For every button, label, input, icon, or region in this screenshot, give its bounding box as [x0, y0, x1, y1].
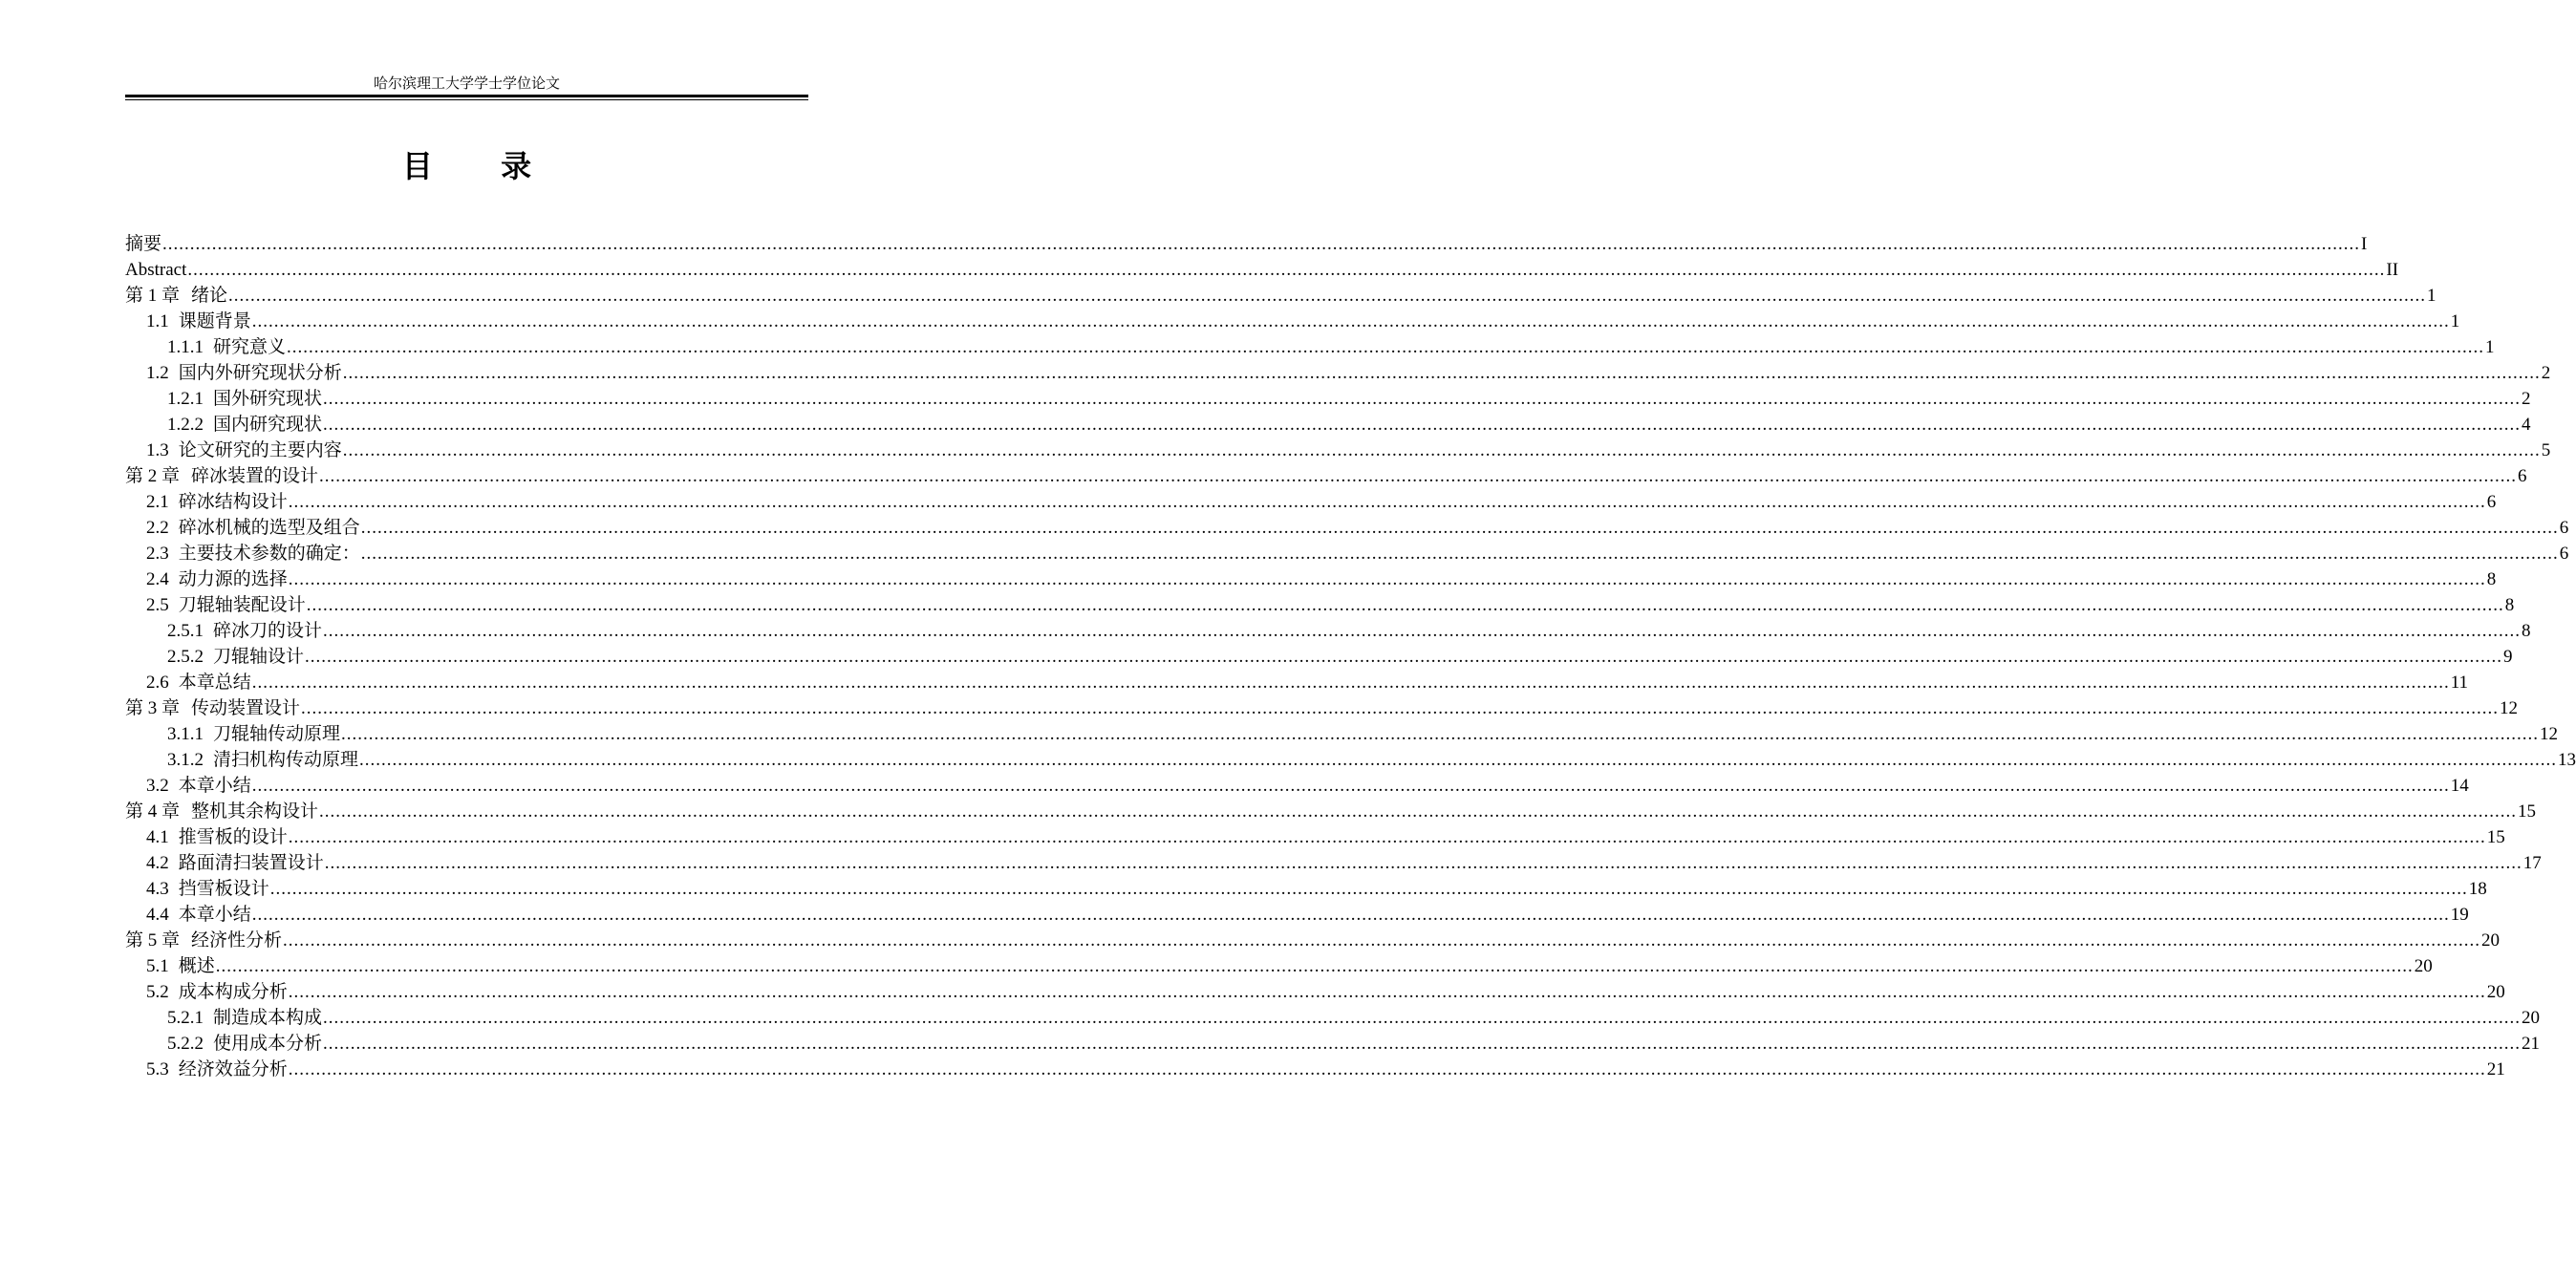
- toc-entry-page: 1: [2450, 311, 2460, 331]
- toc-entry-label: 国内研究现状: [213, 415, 323, 435]
- toc-entry-number: 1.2.1: [167, 389, 204, 409]
- toc-dot-leader: ................................................................................................................................................................................................................................................................................................................................................................................................................: [342, 440, 2541, 460]
- toc-dot-leader: ................................................................................................................................................................................................................................................................................................................................................................................................................: [187, 260, 2386, 280]
- toc-dot-leader: ................................................................................................................................................................................................................................................................................................................................................................................................................: [306, 595, 2504, 615]
- toc-entry[interactable]: [125, 463, 2527, 489]
- toc-entry-label: 刀辊轴设计: [213, 647, 305, 667]
- toc-entry-number: 5.2.1: [167, 1008, 204, 1028]
- page-header: 哈尔滨理工大学学士学位论文: [373, 76, 560, 92]
- toc-dot-leader: ................................................................................................................................................................................................................................................................................................................................................................................................................: [319, 466, 2518, 486]
- toc-entry-number: 2.5: [146, 595, 169, 615]
- toc-entry-page: 8: [2504, 595, 2515, 615]
- toc-dot-leader: ................................................................................................................................................................................................................................................................................................................................................................................................................: [305, 647, 2503, 667]
- toc-entry-page: 12: [2540, 724, 2559, 744]
- toc-entry-number: 5.1: [146, 956, 169, 976]
- toc-entry-number: 1.1: [146, 311, 169, 331]
- toc-entry-number: 4.4: [146, 905, 169, 925]
- toc-entry-page: 15: [2486, 827, 2505, 847]
- toc-dot-leader: ................................................................................................................................................................................................................................................................................................................................................................................................................: [215, 956, 2414, 976]
- toc-entry-page: 18: [2468, 879, 2487, 899]
- toc-entry-page: 2: [2541, 363, 2551, 383]
- toc-dot-leader: ................................................................................................................................................................................................................................................................................................................................................................................................................: [288, 827, 2486, 847]
- toc-entry-page: 1: [2485, 337, 2495, 357]
- toc-entry-label: 本章小结: [178, 776, 251, 796]
- toc-entry-page: 6: [2559, 518, 2569, 538]
- toc-entry-number: 1.2: [146, 363, 169, 383]
- toc-entry[interactable]: [125, 541, 2569, 566]
- toc-entry-number: 4.2: [146, 853, 169, 873]
- toc-entry-page: 6: [2559, 544, 2569, 564]
- toc-entry[interactable]: [125, 644, 2513, 670]
- toc-entry[interactable]: [125, 1005, 2541, 1031]
- toc-entry-label: 清扫机构传动原理: [213, 750, 359, 770]
- toc-entry-label: Abstract: [125, 260, 187, 280]
- toc-entry-number: 2.2: [146, 518, 169, 538]
- toc-entry-number: 3.2: [146, 776, 169, 796]
- toc-entry-page: 19: [2450, 905, 2469, 925]
- toc-entry-page: 5: [2541, 440, 2551, 460]
- toc-entry-label: 推雪板的设计: [178, 827, 288, 847]
- toc-entry-label: 经济效益分析: [178, 1059, 288, 1079]
- toc-entry-label: 国外研究现状: [213, 389, 323, 409]
- toc-entry-page: 11: [2450, 673, 2469, 693]
- toc-dot-leader: ................................................................................................................................................................................................................................................................................................................................................................................................................: [269, 879, 2468, 899]
- toc-entry-page: 20: [2414, 956, 2433, 976]
- toc-entry-page: I: [2361, 234, 2368, 254]
- toc-entry-number: 第 3 章: [125, 698, 181, 718]
- toc-entry[interactable]: [125, 773, 2469, 799]
- toc-entry-number: 第 2 章: [125, 466, 181, 486]
- toc-dot-leader: ................................................................................................................................................................................................................................................................................................................................................................................................................: [324, 853, 2522, 873]
- toc-entry-label: 使用成本分析: [213, 1034, 323, 1054]
- toc-entry-number: 1.2.2: [167, 415, 204, 435]
- toc-entry-page: 15: [2518, 801, 2537, 822]
- toc-entry-number: 2.6: [146, 673, 169, 693]
- toc-entry-number: 2.1: [146, 492, 169, 512]
- toc-entry-number: 5.3: [146, 1059, 169, 1079]
- toc-entry-page: II: [2386, 260, 2399, 280]
- toc-dot-leader: ................................................................................................................................................................................................................................................................................................................................................................................................................: [283, 930, 2481, 951]
- toc-entry[interactable]: [125, 386, 2531, 412]
- toc-dot-leader: ................................................................................................................................................................................................................................................................................................................................................................................................................: [323, 621, 2522, 641]
- toc-entry[interactable]: [125, 1031, 2541, 1057]
- toc-dot-leader: ................................................................................................................................................................................................................................................................................................................................................................................................................: [323, 1008, 2522, 1028]
- toc-entry-label: 论文研究的主要内容: [178, 440, 342, 460]
- toc-entry-number: 5.2.2: [167, 1034, 204, 1054]
- toc-entry-label: 本章总结: [178, 673, 251, 693]
- toc-entry[interactable]: [125, 928, 2501, 953]
- toc-entry-number: 2.3: [146, 544, 169, 564]
- toc-dot-leader: ................................................................................................................................................................................................................................................................................................................................................................................................................: [251, 673, 2450, 693]
- toc-entry-label: 碎冰机械的选型及组合: [178, 518, 360, 538]
- toc-entry[interactable]: [125, 799, 2537, 824]
- toc-entry-page: 4: [2522, 415, 2531, 435]
- toc-entry-number: 2.5.2: [167, 647, 204, 667]
- toc-dot-leader: ................................................................................................................................................................................................................................................................................................................................................................................................................: [251, 311, 2450, 331]
- toc-entry-label: 摘要: [125, 234, 162, 254]
- toc-entry-label: 刀辊轴传动原理: [213, 724, 341, 744]
- toc-entry[interactable]: [125, 850, 2542, 876]
- toc-entry-label: 刀辊轴装配设计: [178, 595, 306, 615]
- toc-dot-leader: ................................................................................................................................................................................................................................................................................................................................................................................................................: [251, 776, 2450, 796]
- toc-entry[interactable]: [125, 515, 2569, 541]
- toc-entry[interactable]: [125, 438, 2551, 463]
- toc-entry-number: 第 1 章: [125, 286, 181, 306]
- toc-dot-leader: ................................................................................................................................................................................................................................................................................................................................................................................................................: [228, 286, 2427, 306]
- toc-entry[interactable]: [125, 979, 2505, 1005]
- toc-entry-page: 13: [2558, 750, 2576, 770]
- toc-entry-page: 14: [2450, 776, 2469, 796]
- toc-dot-leader: ................................................................................................................................................................................................................................................................................................................................................................................................................: [288, 569, 2486, 589]
- toc-entry[interactable]: [125, 953, 2433, 979]
- toc-dot-leader: ................................................................................................................................................................................................................................................................................................................................................................................................................: [323, 415, 2522, 435]
- toc-entry-number: 2.5.1: [167, 621, 204, 641]
- toc-dot-leader: ................................................................................................................................................................................................................................................................................................................................................................................................................: [288, 492, 2486, 512]
- toc-dot-leader: ................................................................................................................................................................................................................................................................................................................................................................................................................: [162, 234, 2361, 254]
- toc-entry-number: 4.3: [146, 879, 169, 899]
- toc-dot-leader: ................................................................................................................................................................................................................................................................................................................................................................................................................: [341, 724, 2540, 744]
- toc-entry[interactable]: [125, 566, 2497, 592]
- toc-entry-label: 绪论: [191, 286, 228, 306]
- toc-entry[interactable]: [125, 231, 2368, 257]
- toc-entry-page: 9: [2503, 647, 2513, 667]
- toc-entry-page: 21: [2486, 1059, 2505, 1079]
- toc-entry-label: 课题背景: [178, 311, 251, 331]
- toc-entry-number: 第 4 章: [125, 801, 181, 822]
- toc-entry[interactable]: [125, 721, 2559, 747]
- toc-dot-leader: ................................................................................................................................................................................................................................................................................................................................................................................................................: [323, 1034, 2522, 1054]
- toc-entry[interactable]: [125, 489, 2497, 515]
- toc-dot-leader: ................................................................................................................................................................................................................................................................................................................................................................................................................: [323, 389, 2522, 409]
- toc-entry-page: 8: [2522, 621, 2531, 641]
- toc-entry[interactable]: [125, 747, 2576, 773]
- toc-entry-label: 主要技术参数的确定：: [178, 544, 360, 564]
- toc-entry-page: 21: [2522, 1034, 2541, 1054]
- toc-entry-number: 第 5 章: [125, 930, 181, 951]
- toc-entry[interactable]: [125, 695, 2519, 721]
- toc-dot-leader: ................................................................................................................................................................................................................................................................................................................................................................................................................: [287, 337, 2485, 357]
- toc-entry[interactable]: [125, 283, 2436, 309]
- toc-entry[interactable]: [125, 670, 2469, 695]
- toc-entry-label: 经济性分析: [191, 930, 283, 951]
- toc-entry-page: 8: [2486, 569, 2497, 589]
- toc-entry[interactable]: [125, 824, 2505, 850]
- toc-entry-page: 6: [2518, 466, 2527, 486]
- toc-dot-leader: ................................................................................................................................................................................................................................................................................................................................................................................................................: [342, 363, 2541, 383]
- toc-entry[interactable]: [125, 1057, 2505, 1082]
- toc-entry[interactable]: [125, 412, 2531, 438]
- toc-entry-number: 1.3: [146, 440, 169, 460]
- toc-entry-number: 1.1.1: [167, 337, 204, 357]
- toc-entry-number: 2.4: [146, 569, 169, 589]
- toc-dot-leader: ................................................................................................................................................................................................................................................................................................................................................................................................................: [359, 750, 2558, 770]
- toc-entry-page: 20: [2486, 982, 2505, 1002]
- toc-entry[interactable]: [125, 309, 2460, 334]
- toc-entry-label: 碎冰结构设计: [178, 492, 288, 512]
- toc-dot-leader: ................................................................................................................................................................................................................................................................................................................................................................................................................: [301, 698, 2500, 718]
- toc-dot-leader: ................................................................................................................................................................................................................................................................................................................................................................................................................: [288, 1059, 2486, 1079]
- toc-dot-leader: ................................................................................................................................................................................................................................................................................................................................................................................................................: [288, 982, 2486, 1002]
- toc-entry-label: 本章小结: [178, 905, 251, 925]
- toc-title: 目 录: [401, 148, 561, 184]
- toc-entry-label: 研究意义: [213, 337, 287, 357]
- toc-entry-page: 1: [2427, 286, 2436, 306]
- toc-entry-label: 路面清扫装置设计: [178, 853, 324, 873]
- toc-entry-label: 成本构成分析: [178, 982, 288, 1002]
- toc-entry-page: 12: [2500, 698, 2519, 718]
- toc-entry[interactable]: [125, 876, 2487, 902]
- toc-list: [125, 231, 2576, 1082]
- toc-dot-leader: ................................................................................................................................................................................................................................................................................................................................................................................................................: [319, 801, 2518, 822]
- toc-dot-leader: ................................................................................................................................................................................................................................................................................................................................................................................................................: [360, 518, 2559, 538]
- toc-dot-leader: ................................................................................................................................................................................................................................................................................................................................................................................................................: [251, 905, 2450, 925]
- toc-entry-number: 3.1.1: [167, 724, 204, 744]
- toc-dot-leader: ................................................................................................................................................................................................................................................................................................................................................................................................................: [360, 544, 2559, 564]
- toc-entry-label: 动力源的选择: [178, 569, 288, 589]
- toc-entry[interactable]: [125, 618, 2531, 644]
- toc-entry[interactable]: [125, 592, 2515, 618]
- toc-entry-page: 20: [2522, 1008, 2541, 1028]
- toc-entry-page: 17: [2522, 853, 2542, 873]
- toc-entry-number: 5.2: [146, 982, 169, 1002]
- header-rule: [125, 95, 808, 100]
- toc-entry-page: 6: [2486, 492, 2497, 512]
- toc-entry-label: 碎冰刀的设计: [213, 621, 323, 641]
- toc-entry[interactable]: [125, 902, 2469, 928]
- toc-entry-label: 概述: [178, 956, 215, 976]
- toc-entry-label: 整机其余构设计: [191, 801, 319, 822]
- toc-entry-page: 2: [2522, 389, 2531, 409]
- toc-entry-number: 3.1.2: [167, 750, 204, 770]
- toc-entry-label: 国内外研究现状分析: [178, 363, 342, 383]
- toc-entry-label: 传动装置设计: [191, 698, 301, 718]
- toc-entry[interactable]: [125, 360, 2551, 386]
- toc-entry-label: 制造成本构成: [213, 1008, 323, 1028]
- toc-entry-label: 碎冰装置的设计: [191, 466, 319, 486]
- toc-entry-label: 挡雪板设计: [178, 879, 269, 899]
- toc-entry-number: 4.1: [146, 827, 169, 847]
- toc-entry-page: 20: [2481, 930, 2501, 951]
- toc-entry[interactable]: [125, 257, 2399, 283]
- toc-entry[interactable]: [125, 334, 2495, 360]
